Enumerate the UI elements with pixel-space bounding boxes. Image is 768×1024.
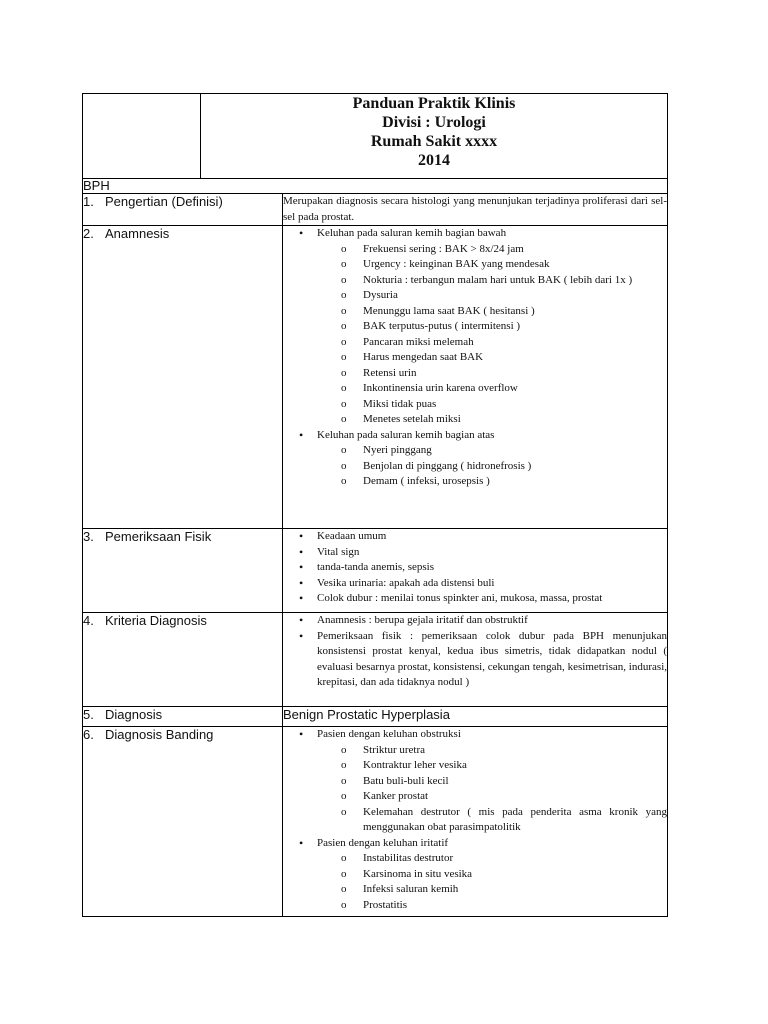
list-item: o Nyeri pinggang bbox=[363, 443, 667, 459]
sub-list bbox=[317, 743, 667, 836]
list-item: o Urgency : keinginan BAK yang mendesak bbox=[363, 257, 667, 273]
list-item bbox=[317, 226, 667, 428]
row-banding bbox=[83, 727, 668, 917]
content-banding bbox=[283, 727, 668, 917]
list-item: o Demam ( infeksi, urosepsis ) bbox=[363, 474, 667, 490]
section-label: Kriteria Diagnosis bbox=[105, 613, 207, 628]
group-title: Pasien dengan keluhan obstruksi bbox=[317, 728, 461, 740]
label-anamnesis bbox=[83, 226, 283, 529]
content-kriteria bbox=[283, 613, 668, 707]
section-label: Diagnosis bbox=[105, 707, 163, 722]
section-label: Diagnosis Banding bbox=[105, 727, 214, 742]
topic-title: BPH bbox=[83, 179, 668, 194]
list-item bbox=[317, 428, 667, 490]
row-pengertian bbox=[83, 194, 668, 226]
header-line-4: 2014 bbox=[418, 152, 450, 169]
list-item: o Infeksi saluran kemih bbox=[363, 882, 667, 898]
group-title: Pasien dengan keluhan iritatif bbox=[317, 836, 449, 849]
header-line-2: Divisi : Urologi bbox=[382, 114, 486, 131]
list-item: o Striktur uretra bbox=[363, 743, 667, 759]
list-item: o Prostatitis bbox=[363, 898, 667, 914]
section-number: 6. bbox=[83, 727, 94, 742]
anamnesis-list bbox=[283, 226, 667, 490]
label-pengertian bbox=[83, 194, 283, 226]
label-kriteria bbox=[83, 613, 283, 707]
content-pemeriksaan bbox=[283, 529, 668, 613]
list-item: • Anamnesis : berupa gejala iritatif dan obstruktif bbox=[317, 613, 667, 629]
list-item bbox=[317, 836, 667, 914]
clinical-guideline-table bbox=[82, 93, 668, 917]
list-item: o Inkontinensia urin karena overflow bbox=[363, 381, 667, 397]
content-pengertian: Merupakan diagnosis secara histologi yang menunjukan terjadinya proliferasi dari sel-sel pada prostat. bbox=[283, 194, 668, 226]
row-kriteria bbox=[83, 613, 668, 707]
list-item: o Batu buli-buli kecil bbox=[363, 774, 667, 790]
list-item: o Instabilitas destrutor bbox=[363, 851, 667, 867]
list-item: o Kelemahan destrutor ( mis pada penderita asma kronik yang menggunakan obat parasimpatolitik bbox=[363, 805, 667, 836]
list-item: o Menetes setelah miksi bbox=[363, 412, 667, 428]
list-item bbox=[317, 727, 667, 836]
list-item: o Karsinoma in situ vesika bbox=[363, 867, 667, 883]
list-item: • tanda-tanda anemis, sepsis bbox=[317, 560, 667, 576]
list-item: o Harus mengedan saat BAK bbox=[363, 350, 667, 366]
list-item: o Retensi urin bbox=[363, 366, 667, 382]
sub-list bbox=[317, 443, 667, 490]
list-item: o Benjolan di pinggang ( hidronefrosis ) bbox=[363, 459, 667, 475]
pemeriksaan-list bbox=[283, 529, 667, 607]
sub-list bbox=[317, 851, 667, 913]
label-pemeriksaan bbox=[83, 529, 283, 613]
list-item: o Kanker prostat bbox=[363, 789, 667, 805]
list-item: • Keadaan umum bbox=[317, 529, 667, 545]
list-item: • Vesika urinaria: apakah ada distensi buli bbox=[317, 576, 667, 592]
list-item: • Vital sign bbox=[317, 545, 667, 561]
row-anamnesis bbox=[83, 226, 668, 529]
group-title: Keluhan pada saluran kemih bagian atas bbox=[317, 428, 495, 441]
header-row bbox=[83, 94, 668, 179]
group-title: Keluhan pada saluran kemih bagian bawah bbox=[317, 227, 507, 239]
sub-list bbox=[317, 242, 667, 428]
list-item: o BAK terputus-putus ( intermitensi ) bbox=[363, 319, 667, 335]
list-item: o Frekuensi sering : BAK > 8x/24 jam bbox=[363, 242, 667, 258]
row-diagnosis bbox=[83, 707, 668, 727]
list-item: o Menunggu lama saat BAK ( hesitansi ) bbox=[363, 304, 667, 320]
header-logo-cell bbox=[83, 94, 201, 179]
header-title-cell bbox=[201, 94, 668, 179]
banding-list bbox=[283, 727, 667, 913]
content-anamnesis bbox=[283, 226, 668, 529]
content-diagnosis: Benign Prostatic Hyperplasia bbox=[283, 707, 668, 727]
section-number: 2. bbox=[83, 226, 94, 241]
section-number: 4. bbox=[83, 613, 94, 628]
list-item: • Pemeriksaan fisik : pemeriksaan colok dubur pada BPH menunjukan konsistensi prostat kenyal, kedua ibus simetris, tidak didapatkan nodul ( evaluasi besarnya prostat, konsistensi, cekungan tengah, kesimetrisan, indurasi, krepitasi, dan ada tidaknya nodul ) bbox=[317, 629, 667, 691]
list-item: o Pancaran miksi melemah bbox=[363, 335, 667, 351]
list-item: o Miksi tidak puas bbox=[363, 397, 667, 413]
section-label: Pemeriksaan Fisik bbox=[105, 529, 212, 544]
section-number: 1. bbox=[83, 194, 94, 209]
section-number: 3. bbox=[83, 529, 94, 544]
list-item: o Dysuria bbox=[363, 288, 667, 304]
section-number: 5. bbox=[83, 707, 94, 722]
section-label: Anamnesis bbox=[105, 226, 170, 241]
label-banding bbox=[83, 727, 283, 917]
list-item: o Kontraktur leher vesika bbox=[363, 758, 667, 774]
topic-row bbox=[83, 179, 668, 194]
section-label: Pengertian (Definisi) bbox=[105, 194, 223, 209]
row-pemeriksaan bbox=[83, 529, 668, 613]
label-diagnosis bbox=[83, 707, 283, 727]
list-item: o Nokturia : terbangun malam hari untuk BAK ( lebih dari 1x ) bbox=[363, 273, 667, 289]
list-item: • Colok dubur : menilai tonus spinkter ani, mukosa, massa, prostat bbox=[317, 591, 667, 607]
header-line-1: Panduan Praktik Klinis bbox=[352, 95, 516, 112]
header-line-3: Rumah Sakit xxxx bbox=[370, 133, 498, 150]
kriteria-list bbox=[283, 613, 667, 691]
